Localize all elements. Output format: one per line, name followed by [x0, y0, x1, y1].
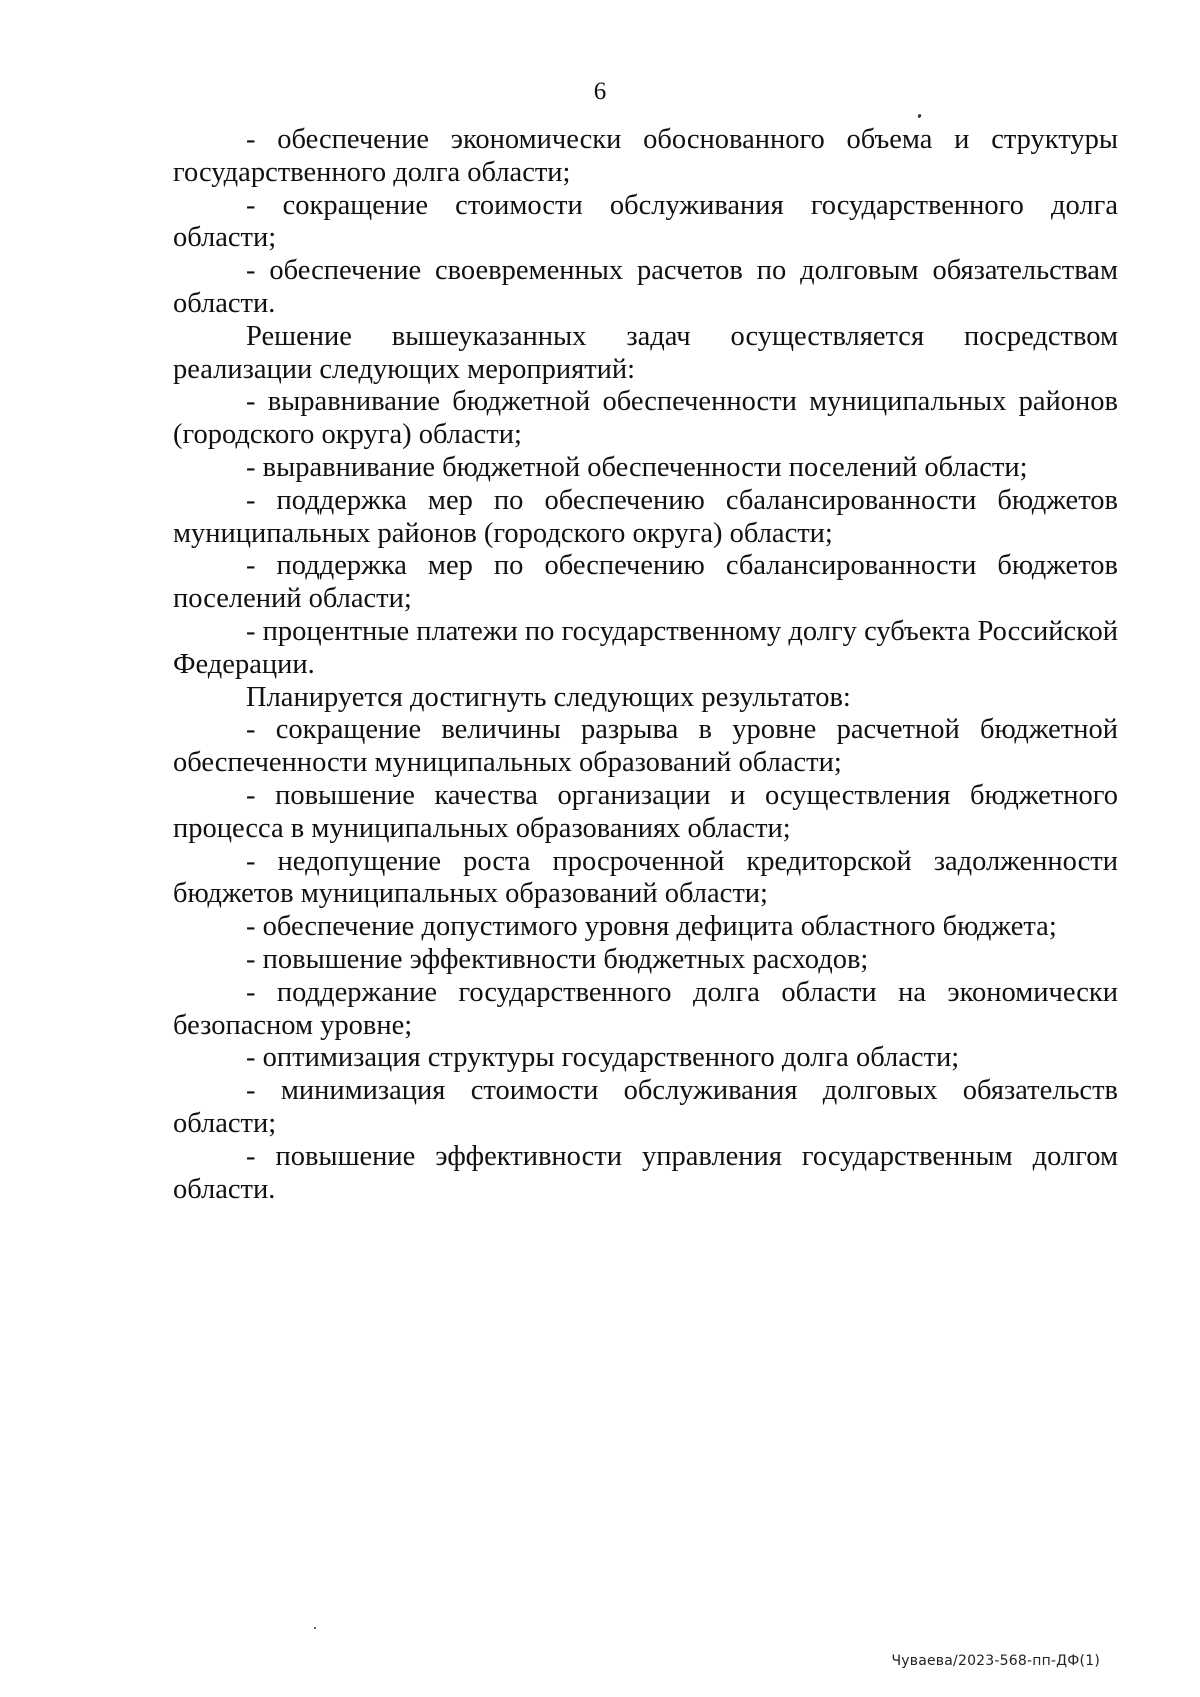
scan-speck [917, 114, 922, 119]
document-body [173, 124, 1118, 1206]
paragraph: - повышение эффективности бюджетных расходов; [246, 943, 869, 975]
paragraph: - выравнивание бюджетной обеспеченности поселений области; [246, 451, 1028, 483]
paragraph: - сокращение стоимости обслуживания государственного долга области; [173, 189, 1118, 254]
paragraph: - обеспечение своевременных расчетов по долговым обязательствам области. [173, 255, 1118, 319]
paragraph: - минимизация стоимости обслуживания долговых обязательств области; [173, 1075, 1118, 1139]
page-number: 6 [593, 78, 607, 105]
paragraph: - поддержание государственного долга области на экономически безопасном уровне; [173, 976, 1118, 1041]
paragraph: - недопущение роста просроченной кредиторской задолженности бюджетов муниципальных образований области; [173, 845, 1118, 910]
paragraph: - обеспечение экономически обоснованного объема и структуры государственного долга области; [173, 124, 1118, 188]
paragraph: - сокращение величины разрыва в уровне расчетной бюджетной обеспеченности муниципальных образований области; [173, 714, 1118, 779]
paragraph: - поддержка мер по обеспечению сбалансированности бюджетов поселений области; [173, 550, 1118, 615]
paragraph: Решение вышеуказанных задач осуществляется посредством реализации следующих мероприятий: [173, 320, 1118, 385]
document-code: Чуваева/2023-568-пп-ДФ(1) [891, 1653, 1100, 1669]
paragraph: - оптимизация структуры государственного долга области; [246, 1042, 960, 1074]
paragraph: - выравнивание бюджетной обеспеченности муниципальных районов (городского округа) области; [173, 386, 1118, 451]
paragraph: - процентные платежи по государственному долгу субъекта Российской Федерации. [173, 615, 1118, 680]
paragraph: - повышение эффективности управления государственным долгом области. [173, 1140, 1118, 1205]
paragraph: - поддержка мер по обеспечению сбалансированности бюджетов муниципальных районов (городского округа) области; [173, 484, 1118, 549]
paragraph: Планируется достигнуть следующих результатов: [246, 681, 851, 713]
paragraph: - повышение качества организации и осуществления бюджетного процесса в муниципальных образованиях области; [173, 779, 1118, 844]
scan-speck [314, 1627, 316, 1629]
paragraph: - обеспечение допустимого уровня дефицита областного бюджета; [246, 911, 1057, 943]
